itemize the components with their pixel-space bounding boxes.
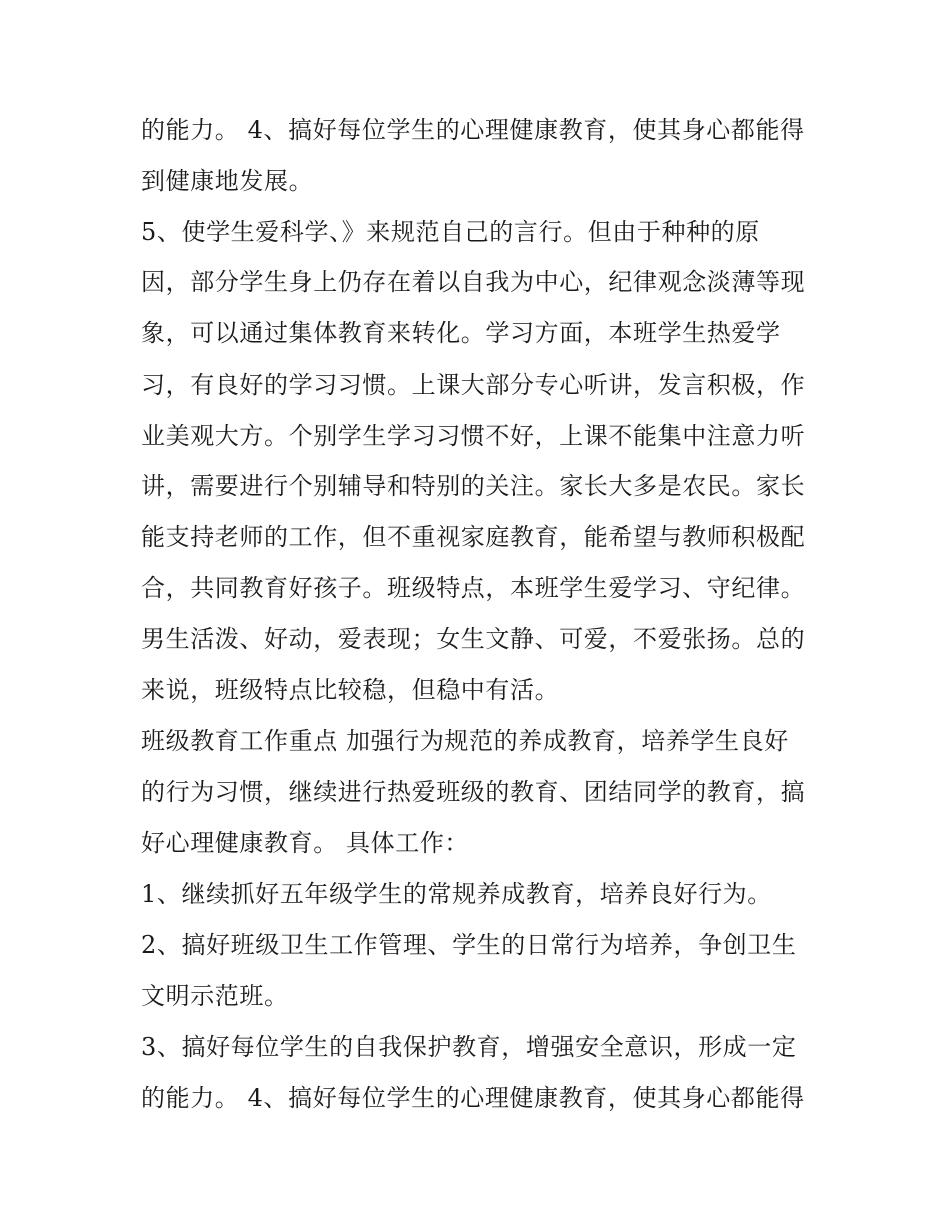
text-line: 5、使学生爱科学、》来规范自己的言行。但由于种种的原	[141, 218, 760, 246]
text-line: 因，部分学生身上仍存在着以自我为中心，纪律观念淡薄等现	[141, 268, 806, 296]
text-line: 象，可以通过集体教育来转化。学习方面，本班学生热爱学	[141, 319, 781, 347]
text-line: 1、继续抓好五年级学生的常规养成教育，培养良好行为。	[141, 880, 772, 908]
text-line: 到健康地发展。	[141, 167, 314, 195]
text-line: 3、搞好每位学生的自我保护教育，增强安全意识，形成一定	[141, 1033, 797, 1061]
text-line: 男生活泼、好动，爱表现；女生文静、可爱，不爱张扬。总的	[141, 625, 806, 653]
text-line: 讲，需要进行个别辅导和特别的关注。家长大多是农民。家长	[141, 472, 806, 500]
text-line: 合，共同教育好孩子。班级特点，本班学生爱学习、守纪律。	[141, 574, 806, 602]
text-line: 的能力。 4、搞好每位学生的心理健康教育，使其身心都能得	[141, 1084, 805, 1112]
text-line: 的行为习惯，继续进行热爱班级的教育、团结同学的教育，搞	[141, 778, 806, 806]
text-line: 好心理健康教育。 具体工作：	[141, 829, 470, 857]
text-line: 的能力。 4、搞好每位学生的心理健康教育，使其身心都能得	[141, 116, 805, 144]
text-line: 能支持老师的工作，但不重视家庭教育，能希望与教师积极配	[141, 523, 806, 551]
text-line: 来说，班级特点比较稳，但稳中有活。	[141, 676, 560, 704]
text-line: 文明示范班。	[141, 982, 289, 1010]
text-line: 班级教育工作重点 加强行为规范的养成教育，培养学生良好	[141, 727, 789, 755]
text-line: 习，有良好的学习习惯。上课大部分专心听讲，发言积极，作	[141, 371, 806, 399]
text-line: 业美观大方。个别学生学习习惯不好，上课不能集中注意力听	[141, 422, 806, 450]
text-line: 2、搞好班级卫生工作管理、学生的日常行为培养，争创卫生	[141, 931, 797, 959]
